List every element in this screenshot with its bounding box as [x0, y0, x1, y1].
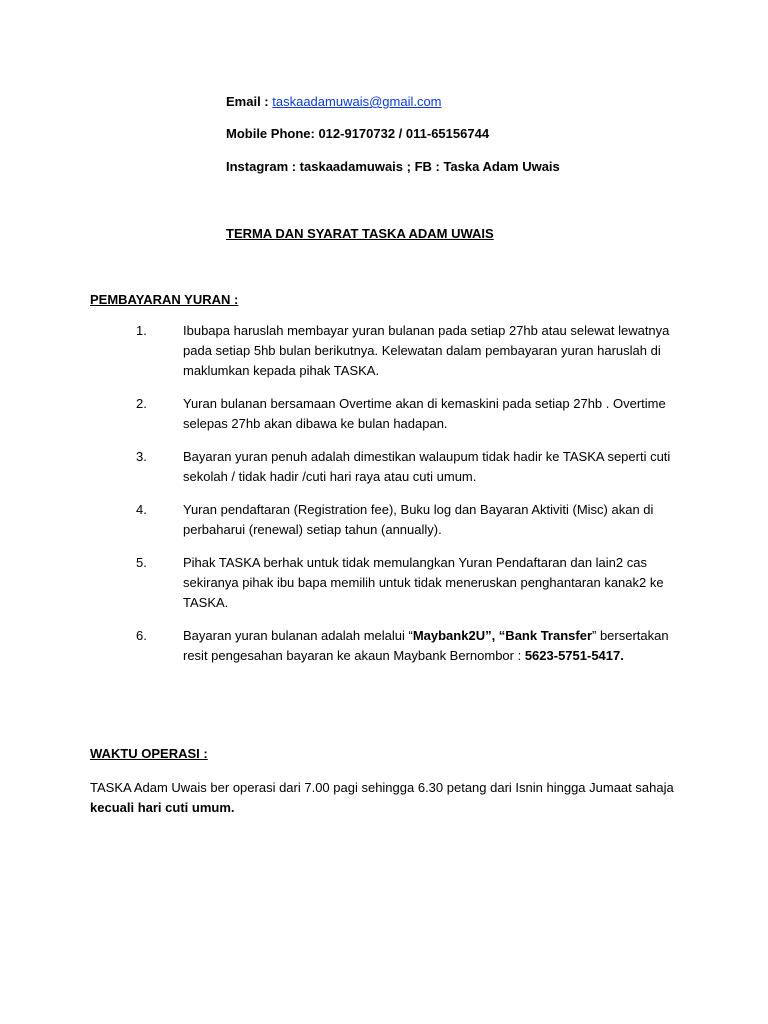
- list-item-line: Ibubapa haruslah membayar yuran bulanan pada setiap 27hb atau selewat lewatnya: [183, 323, 670, 338]
- list-item-number: 1.: [136, 323, 147, 338]
- hours-heading: WAKTU OPERASI :: [90, 746, 208, 761]
- text-run: resit pengesahan bayaran ke akaun Maybank Bernombor :: [183, 648, 525, 663]
- list-item-line: TASKA.: [183, 595, 229, 610]
- social-line: Instagram : taskaadamuwais ; FB : Taska Adam Uwais: [226, 159, 560, 174]
- list-item-line: pada setiap 5hb bulan berikutnya. Kelewatan dalam pembayaran yuran haruslah di: [183, 343, 661, 358]
- list-item-line: Bayaran yuran penuh adalah dimestikan walaupum tidak hadir ke TASKA seperti cuti: [183, 449, 671, 464]
- fees-heading: PEMBAYARAN YURAN :: [90, 292, 239, 307]
- list-item-number: 2.: [136, 396, 147, 411]
- document-title: TERMA DAN SYARAT TASKA ADAM UWAIS: [226, 226, 494, 241]
- list-item-line: perbaharui (renewal) setiap tahun (annually).: [183, 522, 442, 537]
- list-item-text: [183, 394, 668, 434]
- hours-exception: kecuali hari cuti umum.: [90, 800, 235, 815]
- list-item-line: Yuran bulanan bersamaan Overtime akan di kemaskini pada setiap 27hb . Overtime: [183, 396, 666, 411]
- payment-methods: Maybank2U”, “Bank Transfer: [412, 628, 593, 643]
- list-item-line: sekiranya pihak ibu bapa memilih untuk tidak meneruskan penghantaran kanak2 ke: [183, 575, 664, 590]
- list-item-text: [183, 553, 668, 613]
- email-label: Email :: [226, 94, 273, 109]
- list-item-text: [183, 321, 668, 381]
- list-item-line: sekolah / tidak hadir /cuti hari raya atau cuti umum.: [183, 469, 477, 484]
- hours-text-line: TASKA Adam Uwais ber operasi dari 7.00 pagi sehingga 6.30 petang dari Isnin hingga Jumaat sahaja: [90, 780, 674, 795]
- list-item-text: [183, 626, 668, 666]
- list-item-number: 5.: [136, 555, 147, 570]
- text-run: Bayaran yuran bulanan adalah melalui “: [183, 628, 413, 643]
- list-item-text: [183, 447, 671, 487]
- phone-line: Mobile Phone: 012-9170732 / 011-65156744: [226, 126, 490, 141]
- list-item-line: Pihak TASKA berhak untuk tidak memulangkan Yuran Pendaftaran dan lain2 cas: [183, 555, 647, 570]
- list-item-text: [183, 500, 668, 540]
- list-item-line: [183, 628, 669, 643]
- list-item-line: maklumkan kepada pihak TASKA.: [183, 363, 380, 378]
- list-item-line: Yuran pendaftaran (Registration fee), Buku log dan Bayaran Aktiviti (Misc) akan di: [183, 502, 654, 517]
- list-item-number: 4.: [136, 502, 147, 517]
- email-line: [226, 92, 442, 112]
- list-item-line: [183, 648, 624, 663]
- account-number: 5623-5751-5417.: [524, 648, 624, 663]
- text-run: ” bersertakan: [592, 628, 669, 643]
- list-item-number: 6.: [136, 628, 147, 643]
- list-item-line: selepas 27hb akan dibawa ke bulan hadapan.: [183, 416, 448, 431]
- list-item-number: 3.: [136, 449, 147, 464]
- email-link[interactable]: taskaadamuwais@gmail.com: [272, 94, 442, 109]
